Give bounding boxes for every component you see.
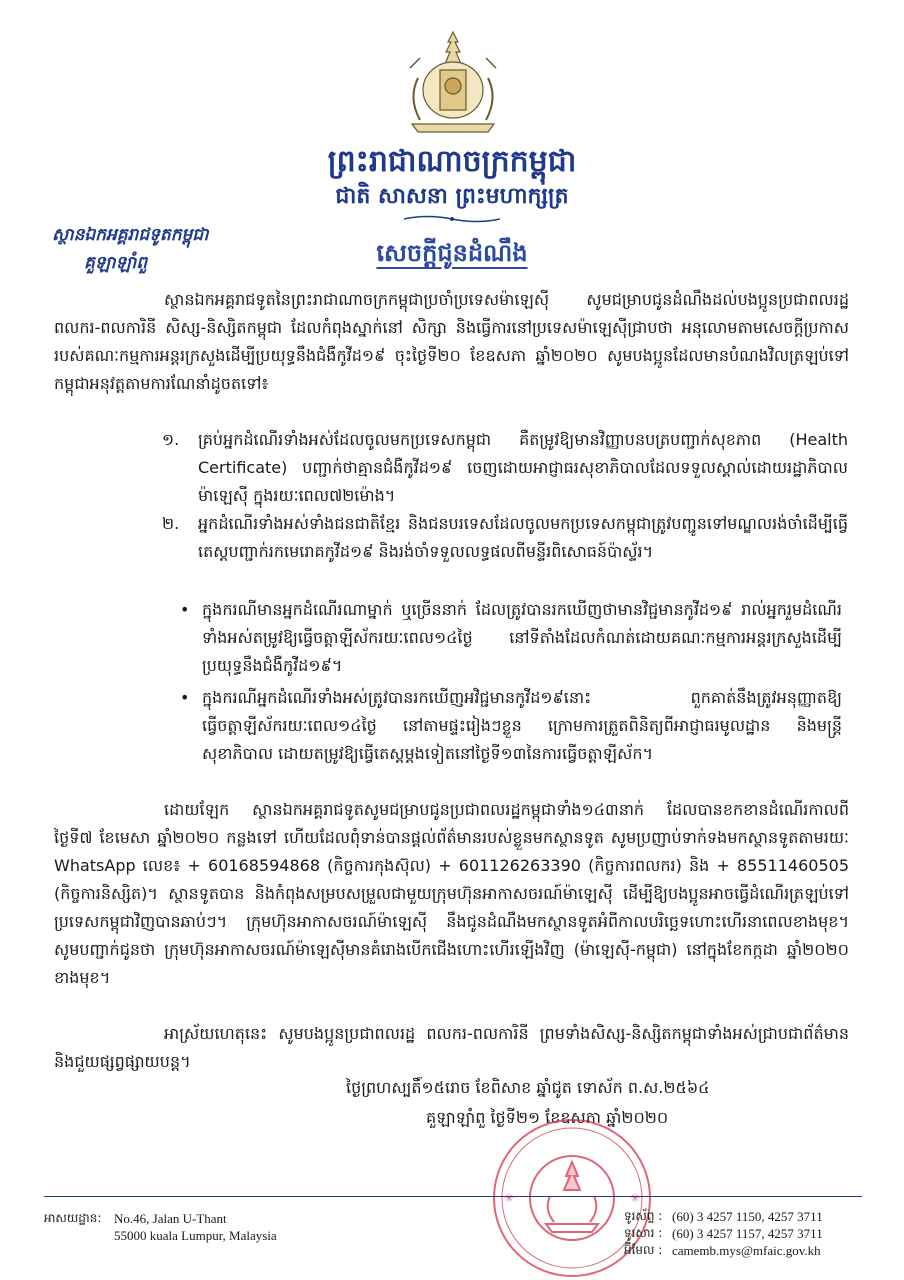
solar-date: គួឡាឡាំពួ ថ្ងៃទី២១ ខែឧសភា ឆ្នាំ២០២០ — [426, 1108, 669, 1127]
bullet-dot-icon: • — [180, 600, 190, 619]
bullet-text: ក្នុងករណីមានអ្នកដំណើរណាម្នាក់ ឬច្រើននាក់ ដែលត្រូវបានរកឃើញថាមានវិជ្ជមានកូវីដ១៩ រាល់អ្នករួមដំណើរទាំងអស់តម្រូវឱ្យធ្វើចត្តាឡីស័ករយៈពេល១៤ថ្ងៃ នៅទីតាំងដែលកំណត់ដោយគណៈកម្មការអន្តរក្រសួងដើម្បីប្រយុទ្ធនឹងជំងឺកូវីដ១៩។ — [202, 600, 842, 675]
address-line-1: No.46, Jalan U-Thant — [114, 1211, 227, 1226]
email-label: អ៊ីមែល : — [624, 1243, 663, 1257]
royal-crest-emblem — [398, 28, 508, 136]
item-text: អ្នកដំណើរទាំងអស់ទាំងជនជាតិខ្មែរ និងជនបរទេសដែលចូលមកប្រទេសកម្ពុជាត្រូវបញ្ជូនទៅមណ្ឌលរង់ចាំដើម្បីធ្វើតេស្តបញ្ជាក់រកមេរោគកូវីដ១៩ និងរង់ចាំទទួលលទ្ធផលពីមន្ទីរពិសោធន៍ប៉ាស្ទ័រ។ — [198, 514, 848, 561]
intro-paragraph: ស្ថានឯកអគ្គរាជទូតនៃព្រះរាជាណាចក្រកម្ពុជាប្រចាំប្រទេសម៉ាឡេស៊ី សូមជម្រាបជូនដំណឹងដល់បងប្អូនប្រជាពលរដ្ឋ ពលករ-ពលការិនី សិស្ស-និស្សិតកម្ពុជា ដែលកំពុងស្នាក់នៅ សិក្សា និងធ្វើការនៅប្រទេសម៉ាឡេស៊ីជ្រាបថា អនុលោមតាមសេចក្តីប្រកាសរបស់គណៈកម្មការអន្តរក្រសួងដើម្បីប្រយុទ្ធនឹងជំងឺកូវីដ១៩ ចុះថ្ងៃទី២០ ខែឧសភា ឆ្នាំ២០២០ សូមបងប្អូនដែលមានបំណងវិលត្រឡប់ទៅកម្ពុជាអនុវត្តតាមការណែនាំដូចតទៅ៖ — [54, 290, 849, 393]
email-address[interactable]: camemb.mys@mfaic.gov.kh — [672, 1243, 821, 1258]
svg-text:✳: ✳ — [630, 1191, 641, 1205]
item-number: ២. — [162, 514, 180, 533]
fax-row — [624, 1225, 874, 1242]
closing-paragraph: អាស្រ័យហេតុនេះ សូមបងប្អូនប្រជាពលរដ្ឋ ពលករ-ពលការិនី ព្រមទាំងសិស្ស-និស្សិតកម្ពុជាទាំងអស់ជ្រាបជាព័ត៌មាន និងជួយផ្សព្វផ្សាយបន្ត។ — [54, 1024, 849, 1071]
contact-block — [624, 1208, 874, 1259]
address-line-2: 55000 kuala Lumpur, Malaysia — [114, 1228, 277, 1243]
ornament-divider — [402, 214, 502, 224]
embassy-city: គួឡាឡាំពួ — [84, 253, 148, 273]
phone-number: (60) 3 4257 1150, 4257 3711 — [672, 1209, 823, 1224]
email-row — [624, 1242, 874, 1259]
lunar-date: ថ្ងៃព្រហស្បតិ៍១៥រោច ខែពិសាខ ឆ្នាំជូត ទោស័ក ព.ស.២៥៦៤ — [346, 1078, 710, 1097]
phone-label: ទូរស័ព្ទ : — [624, 1209, 663, 1223]
kingdom-name: ព្រះរាជាណាចក្រកម្ពុជា — [327, 144, 577, 179]
phone-row — [624, 1208, 874, 1225]
bullet-dot-icon: • — [180, 688, 190, 707]
address-label: អាសយដ្ឋាន: — [44, 1211, 102, 1225]
notice-title: សេចក្តីជូនដំណឹង — [376, 239, 528, 267]
item-text: គ្រប់អ្នកដំណើរទាំងអស់ដែលចូលមកប្រទេសកម្ពុជា គឺតម្រូវឱ្យមានវិញ្ញាបនបត្របញ្ជាក់សុខភាព (Health Certificate) បញ្ជាក់ថាគ្មានជំងឺកូវីដ១៩ ចេញដោយអាជ្ញាធរសុខាភិបាលដែលទទួលស្គាល់ដោយរដ្ឋាភិបាលម៉ាឡេស៊ី ក្នុងរយៈពេល៧២ម៉ោង។ — [198, 430, 848, 505]
embassy-name: ស្ថានឯកអគ្គរាជទូតកម្ពុជា — [52, 225, 209, 245]
bullet-text: ក្នុងករណីអ្នកដំណើរទាំងអស់ត្រូវបានរកឃើញអវិជ្ជមានកូវីដ១៩នោះ ពួកគាត់នឹងត្រូវអនុញ្ញាតឱ្យធ្វើចត្តាឡីស័ករយៈពេល១៤ថ្ងៃ នៅតាមផ្ទះរៀងៗខ្លួន ក្រោមការត្រួតពិនិត្យពីអាជ្ញាធរមូលដ្ឋាន និងមន្ត្រីសុខាភិបាល ដោយតម្រូវឱ្យធ្វើតេស្តម្តងទៀតនៅថ្ងៃទី១៣នៃការធ្វើចត្តាឡីស័ក។ — [202, 688, 842, 763]
fax-number: (60) 3 4257 1157, 4257 3711 — [672, 1226, 823, 1241]
contact-paragraph: ដោយឡែក ស្ថានឯកអគ្គរាជទូតសូមជម្រាបជូនប្រជាពលរដ្ឋកម្ពុជាទាំង១៤៣នាក់ ដែលបានខកខានដំណើរកាលពីថ្ងៃទី៧ ខែមេសា ឆ្នាំ២០២០ កន្លងទៅ ហើយដែលពុំទាន់បានផ្តល់ព័ត៌មានរបស់ខ្លួនមកស្ថានទូត សូមប្រញាប់ទាក់ទងមកស្ថានទូតតាមរយៈ WhatsApp លេខ៖ + 60168594868 (កិច្ចការកុងស៊ុល) + 601126263390 (កិច្ចការពលករ) និង + 85511460505 (កិច្ចការនិស្សិត)។ ស្ថានទូតបាន និងកំពុងសម្របសម្រួលជាមួយក្រុមហ៊ុនអាកាសចរណ៍ម៉ាឡេស៊ី ដើម្បីឱ្យបងប្អូនអាចធ្វើដំណើរត្រឡប់ទៅប្រទេសកម្ពុជាវិញបានឆាប់ៗ។ ក្រុមហ៊ុនអាកាសចរណ៍ម៉ាឡេស៊ី នឹងជូនដំណឹងមកស្ថានទូតអំពីកាលបរិច្ឆេទហោះហើរនាពេលខាងមុខ។ សូមបញ្ជាក់ជូនថា ក្រុមហ៊ុនអាកាសចរណ៍ម៉ាឡេស៊ីមានគំរោងបើកជើងហោះហើរឡើងវិញ (ម៉ាឡេស៊ី-កម្ពុជា) នៅក្នុងខែកក្កដា ឆ្នាំ២០២០ ខាងមុខ។ — [54, 800, 849, 987]
footer-divider — [44, 1196, 862, 1197]
svg-text:✳: ✳ — [504, 1191, 515, 1205]
fax-label: ទូរសារ : — [624, 1226, 663, 1240]
national-motto: ជាតិ សាសនា ព្រះមហាក្សត្រ — [335, 184, 569, 209]
item-number: ១. — [162, 430, 180, 449]
